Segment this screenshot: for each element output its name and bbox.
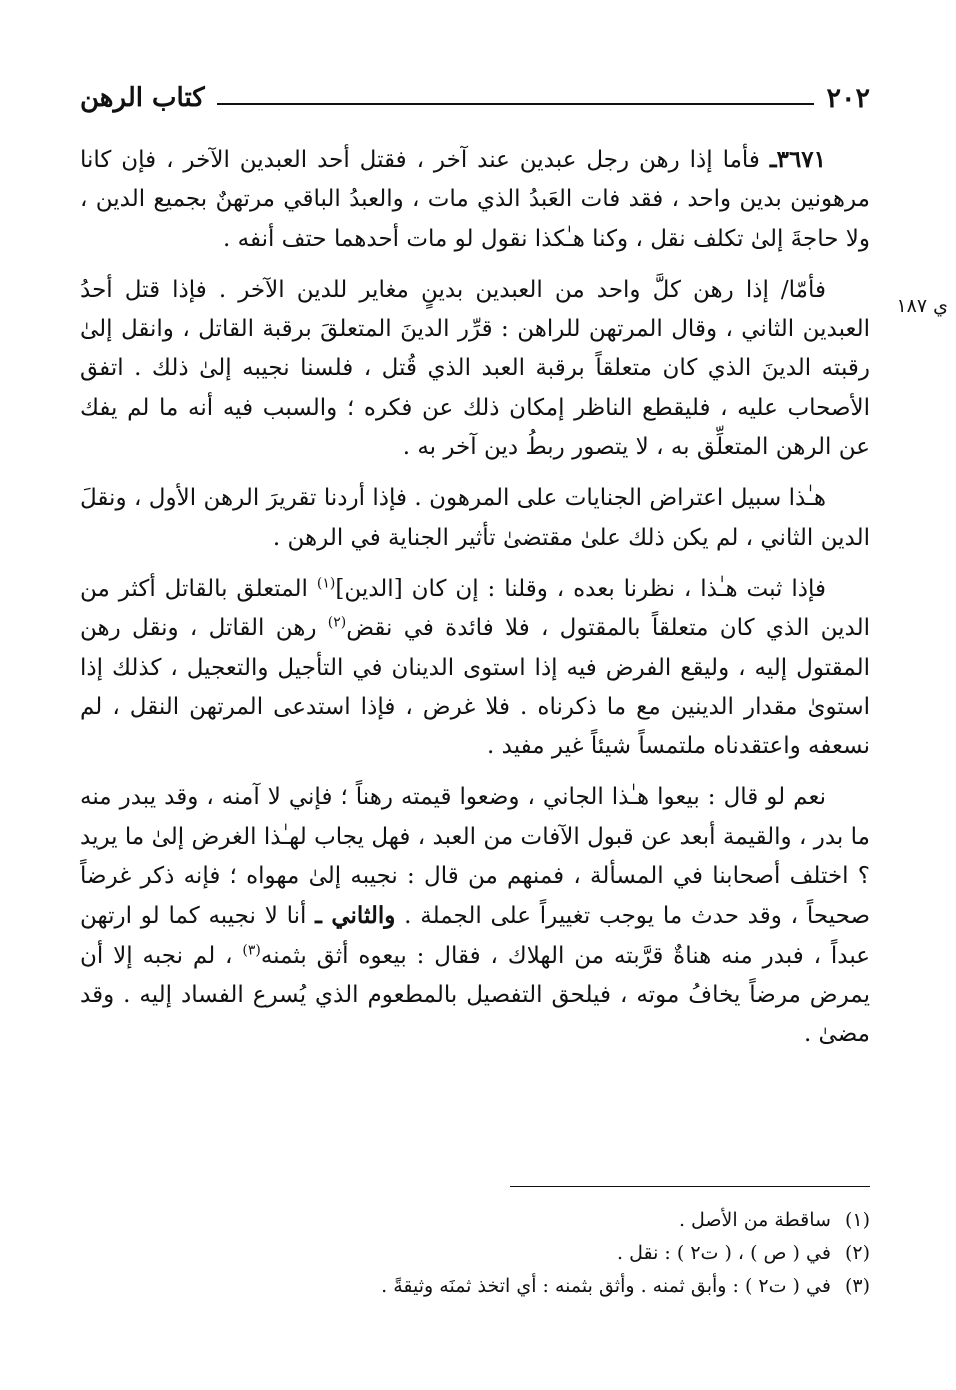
footnote-3 (80, 1270, 870, 1303)
footnote-text: في ( ص ) ، ( ت٢ ) : نقل . (617, 1242, 831, 1264)
paragraph-text: نعم لو قال : بيعوا هـٰذا الجاني ، وضعوا قيمته رهناً ؛ فإني لا آمنه ، وقد يبدر منه ما بدر ، والقيمة أبعد عن قبول الآفات من العبد ، فهل يجاب لهـٰذا الغرض إلىٰ ما يريد ؟ اختلف أصحابنا في المسألة ، فمنهم من قال : نجيبه إلىٰ مهواه ؛ فإنه ذكر غرضاً صحيحاً ، وقد حدث ما يوجب تغييراً على الجملة . (80, 784, 870, 930)
footnote-ref-3: (٣) (242, 941, 261, 958)
footnote-text: في ( ت٢ ) : وأبق ثمنه . وأثق بثمنه : أي اتخذ ثمنَه وثيقةً . (381, 1275, 831, 1297)
paragraph (80, 570, 870, 766)
footnote-text: ساقطة من الأصل . (678, 1209, 831, 1231)
footnote-number: (٣) (844, 1275, 870, 1297)
footnote-1 (80, 1204, 870, 1237)
paragraph-3671 (80, 140, 870, 259)
paragraph (80, 479, 870, 558)
paragraph (80, 778, 870, 1054)
paragraph-number: ٣٦٧١ـ (769, 146, 827, 173)
footnote-number: (١) (844, 1209, 870, 1231)
footnote-number: (٢) (844, 1242, 870, 1264)
page-number: ٢٠٢ (826, 82, 870, 114)
footnote-ref-2: (٢) (327, 614, 347, 631)
header-rule (217, 103, 815, 105)
paragraph-text: رهن القاتل ، ونقل رهن المقتول إليه ، وليقع الفرض فيه إذا استوى الدينان في التأجيل والتعجيل ، كذلك إذا استوىٰ مقدار الدينين مع ما ذكرناه . فلا غرض ، فإذا استدعى المرتهن النقل ، لم نسعفه واعتقدناه ملتمساً شيئاً غير مفيد . (80, 615, 870, 760)
paragraph-text: فأما إذا رهن رجل عبدين عند آخر ، فقتل أحد العبدين الآخر ، فإن كانا مرهونين بدين واحد ، فقد فات العَبدُ الذي مات ، والعبدُ الباقي مرتهنٌ بجميع الدين ، ولا حاجةَ إلىٰ تكلف نقل ، وكنا هـٰكذا نقول لو مات أحدهما حتف أنفه . (80, 147, 870, 252)
book-title: كتاب الرهن (80, 83, 205, 113)
margin-note: ي ١٨٧ (896, 295, 948, 317)
paragraph (80, 271, 870, 467)
paragraph-text: فأمّا/ إذا رهن كلَّ واحد من العبدين بدينٍ مغاير للدين الآخر . فإذا قتل أحدُ العبدين الثاني ، وقال المرتهن للراهن : قرِّر الدينَ المتعلقَ برقبة القاتل ، وانقل إلىٰ رقبته الدينَ الذي كان متعلقاً برقبة العبد الذي قُتل ، فلسنا نجيبه إلىٰ ذلك . اتفق الأصحاب عليه ، فليقطع الناظر إمكان ذلك عن فكره ؛ والسبب فيه أنه ما لم يفك عن الرهن المتعلِّق به ، لا يتصور ربطُ دين آخر به . (80, 276, 870, 461)
paragraph-text: هـٰذا سبيل اعتراض الجنايات على المرهون . فإذا أردنا تقريرَ الرهن الأول ، ونقلَ الدين الثاني ، لم يكن ذلك علىٰ مقتضىٰ تأثير الجناية في الرهن . (80, 485, 870, 551)
footnote-ref-1: (١) (316, 575, 336, 592)
paragraph-text: فإذا ثبت هـٰذا ، نظرنا بعده ، وقلنا : إن كان [الدين] (335, 575, 826, 602)
running-header (80, 78, 870, 118)
footnote-2 (80, 1237, 870, 1270)
paragraph-text: المتعلق بالقاتل أكثر من الدين الذي كان متعلقاً بالمقتول ، فلا فائدة في نقض (80, 575, 870, 642)
footnote-rule (510, 1186, 870, 1187)
bold-phrase: والثاني ـ (315, 902, 396, 930)
paragraph-text: أنا لا نجيبه كما لو ارتهن عبداً ، فبدر منه هناةٌ قرَّبته من الهلاك ، فقال : بيعوه أثق بثمنه (80, 903, 870, 969)
footnotes (80, 1204, 870, 1303)
paragraph-text: ، لم نجبه إلا أن يمرض مرضاً يخافُ موته ، فيلحق التفصيل بالمطعوم الذي يُسرع الفساد إليه . وقد مضىٰ . (80, 942, 870, 1048)
body-text (80, 140, 870, 1067)
